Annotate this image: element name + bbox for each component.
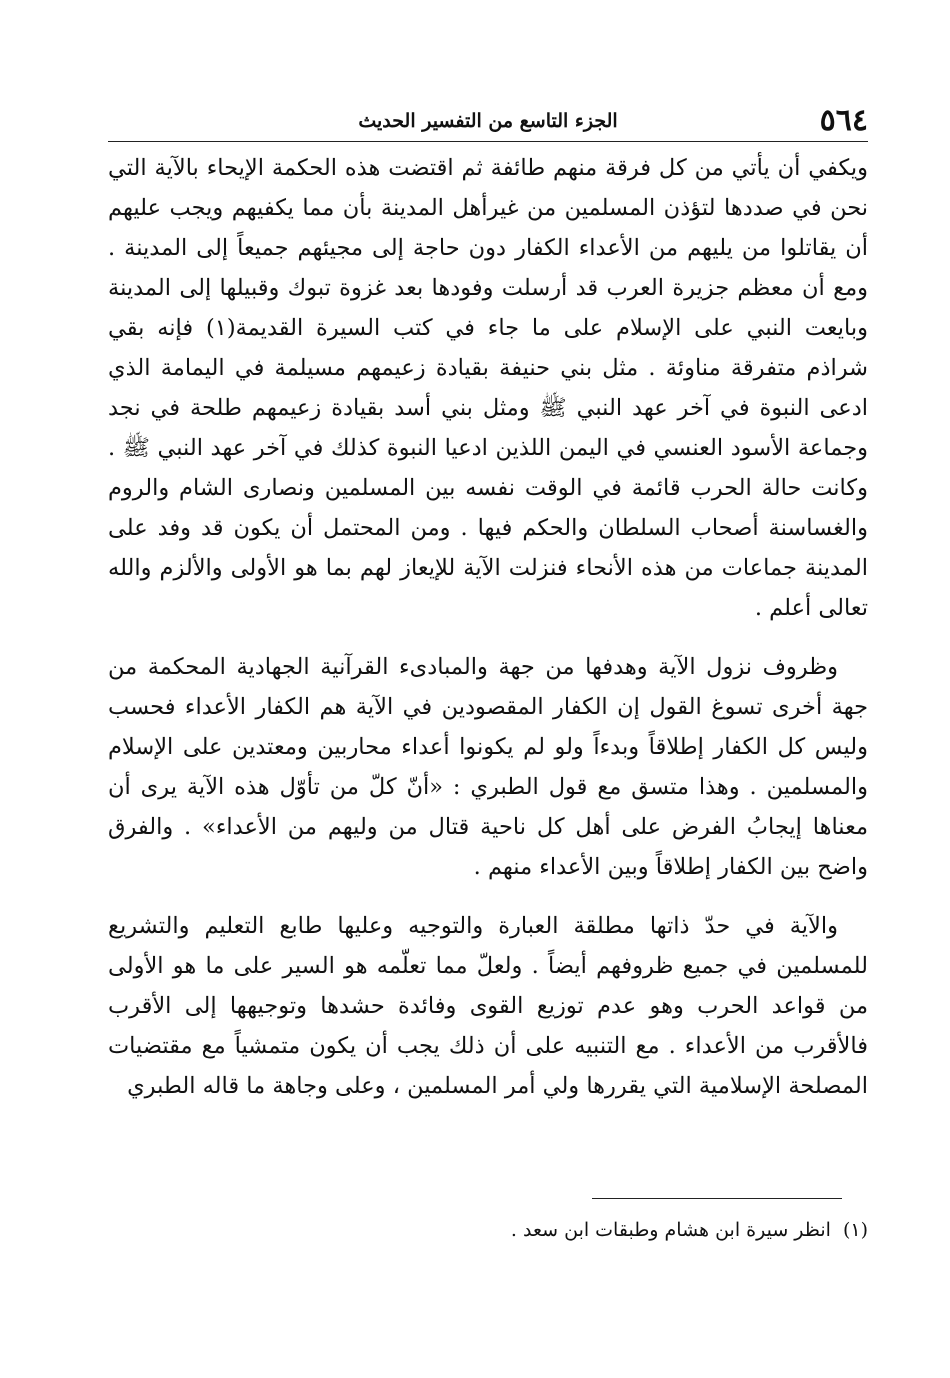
paragraph-1: ويكفي أن يأتي من كل فرقة منهم طائفة ثم اقتضت هذه الحكمة الإيحاء بالآية التي نحن في صددها لتؤذن المسلمين من غيرأهل المدينة بأن مما يكفيهم ويجب عليهم أن يقاتلوا من يليهم من الأعداء الكفار دون حاجة إلى مجيئهم جميعاً إلى المدينة . ومع أن معظم جزيرة العرب قد أرسلت وفودها بعد غزوة تبوك وقبيلها إلى المدينة وبايعت النبي على الإسلام على ما جاء في كتب السيرة القديمة(١) فإنه بقي شراذم متفرقة مناوئة . مثل بني حنيفة بقيادة زعيمهم مسيلمة في اليمامة الذي ادعى النبوة في آخر عهد النبي ﷺ ومثل بني أسد بقيادة زعيمهم طلحة في نجد وجماعة الأسود العنسي في اليمن اللذين ادعيا النبوة كذلك في آخر عهد النبي ﷺ . وكانت حالة الحرب قائمة في الوقت نفسه بين المسلمين ونصارى الشام والروم والغساسنة أصحاب السلطان والحكم فيها . ومن المحتمل أن يكون قد وفد على المدينة جماعات من هذه الأنحاء فنزلت الآية للإيعاز لهم بما هو الأولى والألزم والله تعالى أعلم . [108, 155, 869, 621]
footnote [108, 1214, 868, 1246]
header-rule [108, 141, 868, 142]
body-text [108, 148, 868, 1106]
footnote-text: انظر سيرة ابن هشام وطبقات ابن سعد . [510, 1219, 831, 1241]
footnote-rule [592, 1198, 842, 1199]
running-title: الجزء التاسع من التفسير الحديث [358, 110, 618, 132]
paragraph-3: والآية في حدّ ذاتها مطلقة العبارة والتوجيه وعليها طابع التعليم والتشريع للمسلمين في جميع ظروفهم أيضاً . ولعلّ مما تعلّمه هو السير على ما هو الأولى من قواعد الحرب وهو عدم توزيع القوى وفائدة حشدها وتوجيهها إلى الأقرب فالأقرب من الأعداء . مع التنبيه على أن ذلك يجب أن يكون متمشياً مع مقتضيات المصلحة الإسلامية التي يقررها ولي أمر المسلمين ، وعلى وجاهة ما قاله الطبري [108, 913, 868, 1099]
page-header [108, 100, 868, 140]
paragraph-2: وظروف نزول الآية وهدفها من جهة والمبادىء القرآنية الجهادية المحكمة من جهة أخرى تسوغ القول إن الكفار المقصودين في الآية هم الكفار الأعداء فحسب وليس كل الكفار إطلاقاً وبدءاً ولو لم يكونوا أعداء محاربين ومعتدين على الإسلام والمسلمين . وهذا متسق مع قول الطبري : «أنّ كلّ من تأوّل هذه الآية يرى أن معناها إيجابُ الفرض على أهل كل ناحية قتال من وليهم من الأعداء» . والفرق واضح بين الكفار إطلاقاً وبين الأعداء منهم . [108, 654, 868, 880]
page-number: ٥٦٤ [819, 103, 868, 138]
footnote-number: (١) [842, 1219, 868, 1241]
